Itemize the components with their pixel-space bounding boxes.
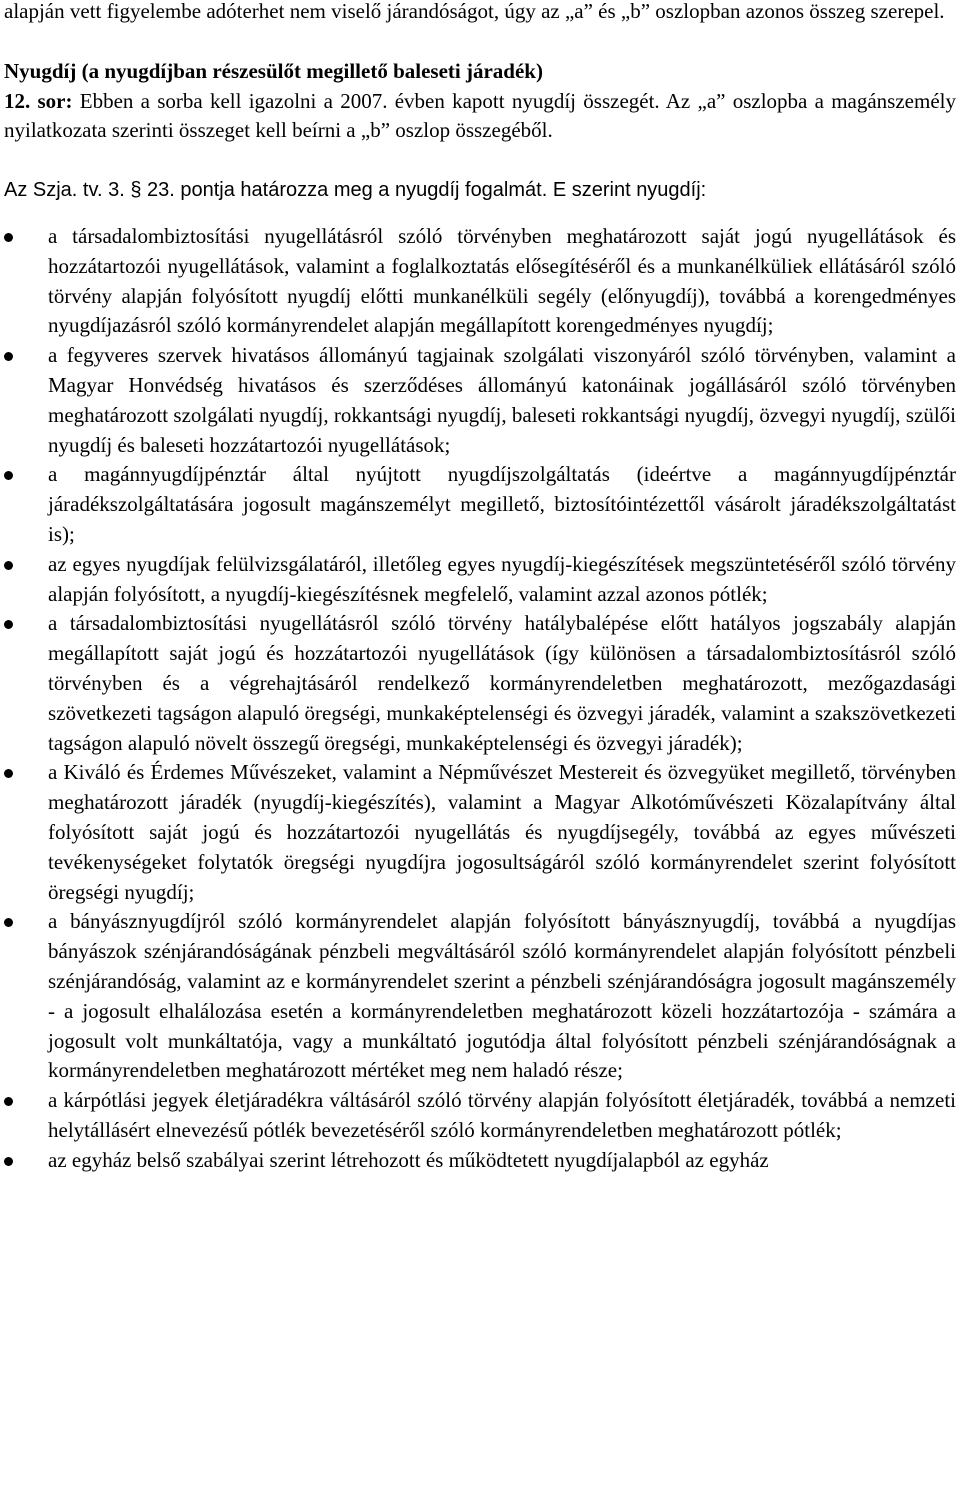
bullet-icon <box>4 620 13 629</box>
list-item <box>4 1086 956 1146</box>
list-item-text: az egyes nyugdíjak felülvizsgálatáról, illetőleg egyes nyugdíj-kiegészítések megszüntetéséről szóló törvény alapján folyósított, a nyugdíj-kiegészítésnek megfelelő, valamint azzal azonos pótlék; <box>48 551 956 606</box>
list-item <box>4 907 956 1086</box>
bullet-icon <box>4 1097 13 1106</box>
pension-definition-list <box>4 222 956 1176</box>
list-item <box>4 341 956 460</box>
list-item-text: a társadalombiztosítási nyugellátásról szóló törvényben meghatározott saját jogú nyugellátások és hozzátartozói nyugellátások, valamint a foglalkoztatás elősegítéséről és a munkanélküliek ellátásáról szóló törvény alapján folyósított nyugdíj előtti munkanélküli segély (előnyugdíj), továbbá a korengedményes nyugdíjazásról szóló kormányrendelet alapján megállapított korengedményes nyugdíj; <box>48 223 956 338</box>
list-item-text: a magánnyugdíjpénztár által nyújtott nyugdíjszolgáltatás (ideértve a magánnyugdíjpénztár járadékszolgáltatására jogosult magánszemélyt megillető, biztosítóintézettől vásárolt járadékszolgáltatást is); <box>48 462 956 546</box>
intro-paragraph: alapján vett figyelembe adóterhet nem viselő járandóságot, úgy az „a” és „b” oszlopban azonos összeg szerepel. <box>4 0 945 23</box>
section-heading-pension: Nyugdíj (a nyugdíjban részesülőt megillető baleseti járadék) <box>4 58 543 83</box>
list-item <box>4 460 956 549</box>
row-12-paragraph <box>4 87 956 147</box>
definition-paragraph: Az Szja. tv. 3. § 23. pontja határozza meg a nyugdíj fogalmát. E szerint nyugdíj: <box>4 179 707 202</box>
list-item-text: a társadalombiztosítási nyugellátásról szóló törvény hatálybalépése előtt hatályos jogszabály alapján megállapított saját jogú és hozzátartozói nyugellátások (így különösen a társadalombiztosításról szóló törvényben és a végrehajtásáról rendelkező kormányrendeletben meghatározott, mezőgazdasági szövetkezeti tagságon alapuló öregségi, munkaképtelenségi és özvegyi járadék, valamint a szakszövetkezeti tagságon alapuló növelt összegű öregségi, munkaképtelenségi és özvegyi járadék); <box>48 611 956 755</box>
list-item-text: a kárpótlási jegyek életjáradékra váltásáról szóló törvény alapján folyósított életjáradék, továbbá a nemzeti helytállásért elnevezésű pótlék bevezetéséről szóló kormányrendeletben meghatározott pótlék; <box>48 1088 956 1142</box>
list-item-text: a Kiváló és Érdemes Művészeket, valamint a Népművészet Mestereit és özvegyüket megillető, törvényben meghatározott járadék (nyugdíj-kiegészítés), valamint a Magyar Alkotóművészeti Közalapítvány által folyósított saját jogú és hozzátartozói nyugellátás és nyugdíjsegély, továbbá az egyes művészeti tevékenységeket folytatók öregségi nyugdíjra jogosultságáról szóló kormányrendelet szerint folyósított öregségi nyugdíj; <box>48 760 956 904</box>
bullet-icon <box>4 233 13 242</box>
bullet-icon <box>4 918 13 927</box>
bullet-icon <box>4 561 13 570</box>
document-page <box>4 0 956 1175</box>
bullet-icon <box>4 1157 13 1166</box>
bullet-icon <box>4 352 13 361</box>
list-item-text: a fegyveres szervek hivatásos állományú tagjainak szolgálati viszonyáról szóló törvényben, valamint a Magyar Honvédség hivatásos és szerződéses állományú katonáinak jogállásáról szóló törvényben meghatározott szolgálati nyugdíj, rokkantsági nyugdíj, baleseti rokkantsági nyugdíj, özvegyi nyugdíj, szülői nyugdíj és baleseti hozzátartozói nyugellátások; <box>48 343 956 457</box>
list-item <box>4 222 956 341</box>
list-item-text: a bányásznyugdíjról szóló kormányrendelet alapján folyósított bányásznyugdíj, továbbá a nyugdíjas bányászok szénjárandóságának pénzbeli megváltásáról szóló kormányrendelet alapján folyósított pénzbeli szénjárandóság, valamint az e kormányrendelet szerint a pénzbeli szénjárandóságra jogosult magánszemély - a jogosult elhalálozása esetén a kormányrendeletben meghatározott közeli hozzátartozója - számára a jogosult volt munkáltatója, vagy a munkáltató jogutódja által folyósított pénzbeli szénjárandóságnak a kormányrendeletben meghatározott mértéket meg nem haladó része; <box>48 909 956 1083</box>
list-item <box>4 550 956 610</box>
row-12-label: 12. sor: <box>4 88 73 113</box>
list-item <box>4 609 956 758</box>
list-item <box>4 758 956 907</box>
list-item-text: az egyház belső szabályai szerint létrehozott és működtetett nyugdíjalapból az egyház <box>48 1147 769 1172</box>
bullet-icon <box>4 769 13 778</box>
list-item <box>4 1146 956 1176</box>
bullet-icon <box>4 471 13 480</box>
row-12-text: Ebben a sorba kell igazolni a 2007. évben kapott nyugdíj összegét. Az „a” oszlopba a magánszemély nyilatkozata szerinti összeget kell beírni a „b” oszlop összegéből. <box>4 88 956 143</box>
